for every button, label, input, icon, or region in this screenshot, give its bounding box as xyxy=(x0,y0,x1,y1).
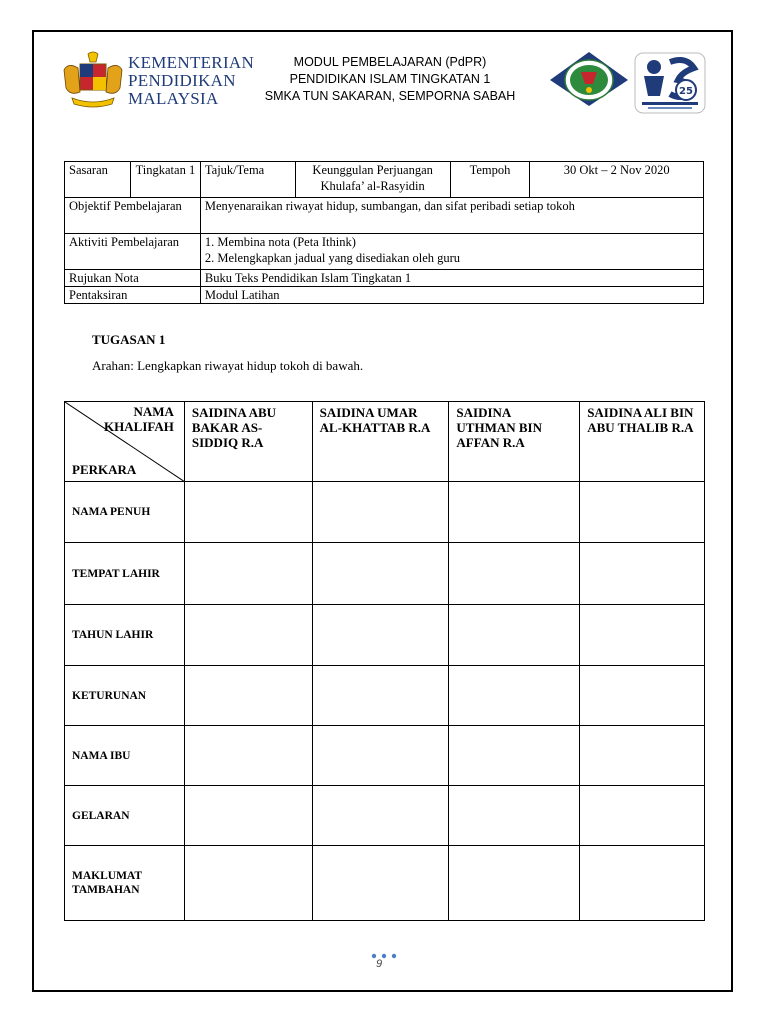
answer-cell[interactable] xyxy=(449,543,580,605)
answer-cell[interactable] xyxy=(312,726,449,786)
table-row xyxy=(65,666,705,726)
answer-cell[interactable] xyxy=(580,605,705,666)
ministry-name xyxy=(128,55,254,109)
tempoh-value: 30 Okt – 2 Nov 2020 xyxy=(530,162,704,198)
row-label: NAMA PENUH xyxy=(65,482,185,543)
info-row-aktiviti xyxy=(65,234,704,270)
ts25-logo-icon xyxy=(634,52,706,114)
aktiviti-label: Aktiviti Pembelajaran xyxy=(65,234,201,270)
school-name: SMKA TUN SAKARAN, SEMPORNA SABAH xyxy=(264,89,516,103)
malaysia-crest-icon xyxy=(60,50,126,110)
info-row-sasaran xyxy=(65,162,704,198)
row-label: TEMPAT LAHIR xyxy=(65,543,185,605)
ministry-line-2: PENDIDIKAN xyxy=(128,71,236,90)
answer-cell[interactable] xyxy=(312,482,449,543)
aktiviti-item-1: 1. Membina nota (Peta Ithink) xyxy=(204,235,356,249)
info-row-pentaksiran xyxy=(65,287,704,304)
row-label: MAKLUMAT TAMBAHAN xyxy=(65,846,185,921)
column-header: SAIDINA ABU BAKAR AS-SIDDIQ R.A xyxy=(184,402,312,482)
table-row xyxy=(65,543,705,605)
answer-cell[interactable] xyxy=(312,786,449,846)
answer-cell[interactable] xyxy=(312,543,449,605)
corner-header-top: NAMA KHALIFAH xyxy=(104,404,174,434)
corner-header-bottom: PERKARA xyxy=(72,462,137,477)
column-header: SAIDINA ALI BIN ABU THALIB R.A xyxy=(580,402,705,482)
answer-cell[interactable] xyxy=(580,482,705,543)
row-label: NAMA IBU xyxy=(65,726,185,786)
lesson-info-table xyxy=(64,161,704,304)
answer-cell[interactable] xyxy=(449,482,580,543)
ministry-line-3: MALAYSIA xyxy=(128,89,219,108)
rujukan-value: Buku Teks Pendidikan Islam Tingkatan 1 xyxy=(200,270,703,287)
page-dots-icon xyxy=(371,953,397,959)
answer-cell[interactable] xyxy=(449,786,580,846)
ministry-logo xyxy=(60,50,255,110)
tempoh-label: Tempoh xyxy=(450,162,530,198)
info-row-objektif xyxy=(65,198,704,234)
answer-cell[interactable] xyxy=(184,666,312,726)
page-number: 9 xyxy=(376,958,383,970)
table-row xyxy=(65,846,705,921)
pentaksiran-label: Pentaksiran xyxy=(65,287,201,304)
answer-cell[interactable] xyxy=(580,726,705,786)
answer-cell[interactable] xyxy=(184,726,312,786)
info-row-rujukan xyxy=(65,270,704,287)
objektif-value: Menyenaraikan riwayat hidup, sumbangan, dan sifat peribadi setiap tokoh xyxy=(200,198,703,234)
answer-cell[interactable] xyxy=(184,482,312,543)
row-label: GELARAN xyxy=(65,786,185,846)
answer-cell[interactable] xyxy=(184,543,312,605)
caliph-biography-table xyxy=(64,401,705,921)
school-emblem-icon xyxy=(548,50,630,108)
task-instruction: Arahan: Lengkapkan riwayat hidup tokoh di bawah. xyxy=(92,358,364,373)
ts25-number: 25 xyxy=(679,86,693,97)
table-row xyxy=(65,605,705,666)
column-header: SAIDINA UTHMAN BIN AFFAN R.A xyxy=(449,402,580,482)
module-title: MODUL PEMBELAJARAN (PdPR) xyxy=(293,55,487,69)
answer-cell[interactable] xyxy=(312,605,449,666)
answer-cell[interactable] xyxy=(449,846,580,921)
answer-cell[interactable] xyxy=(184,846,312,921)
answer-cell[interactable] xyxy=(449,605,580,666)
tajuk-label: Tajuk/Tema xyxy=(200,162,295,198)
task-title: TUGASAN 1 xyxy=(92,332,166,347)
aktiviti-value xyxy=(200,234,703,270)
answer-cell[interactable] xyxy=(449,726,580,786)
ministry-line-1: KEMENTERIAN xyxy=(128,53,255,72)
row-label: TAHUN LAHIR xyxy=(65,605,185,666)
sasaran-label: Sasaran xyxy=(65,162,131,198)
module-subject: PENDIDIKAN ISLAM TINGKATAN 1 xyxy=(289,72,491,86)
aktiviti-item-2: 2. Melengkapkan jadual yang disediakan oleh guru xyxy=(204,251,461,265)
answer-cell[interactable] xyxy=(449,666,580,726)
answer-cell[interactable] xyxy=(184,605,312,666)
corner-header-cell xyxy=(65,402,185,482)
table-row xyxy=(65,726,705,786)
answer-cell[interactable] xyxy=(184,786,312,846)
answer-cell[interactable] xyxy=(580,786,705,846)
pentaksiran-value: Modul Latihan xyxy=(200,287,703,304)
answer-cell[interactable] xyxy=(312,846,449,921)
table-row xyxy=(65,786,705,846)
table-header-row xyxy=(65,402,705,482)
answer-cell[interactable] xyxy=(580,846,705,921)
row-label: KETURUNAN xyxy=(65,666,185,726)
tajuk-value: Keunggulan Perjuangan Khulafa’ al-Rasyidin xyxy=(295,162,450,198)
objektif-label: Objektif Pembelajaran xyxy=(65,198,201,234)
answer-cell[interactable] xyxy=(580,666,705,726)
table-row xyxy=(65,482,705,543)
answer-cell[interactable] xyxy=(580,543,705,605)
tingkatan-label: Tingkatan 1 xyxy=(130,162,200,198)
answer-cell[interactable] xyxy=(312,666,449,726)
module-header xyxy=(240,54,540,105)
column-header: SAIDINA UMAR AL-KHATTAB R.A xyxy=(312,402,449,482)
rujukan-label: Rujukan Nota xyxy=(65,270,201,287)
